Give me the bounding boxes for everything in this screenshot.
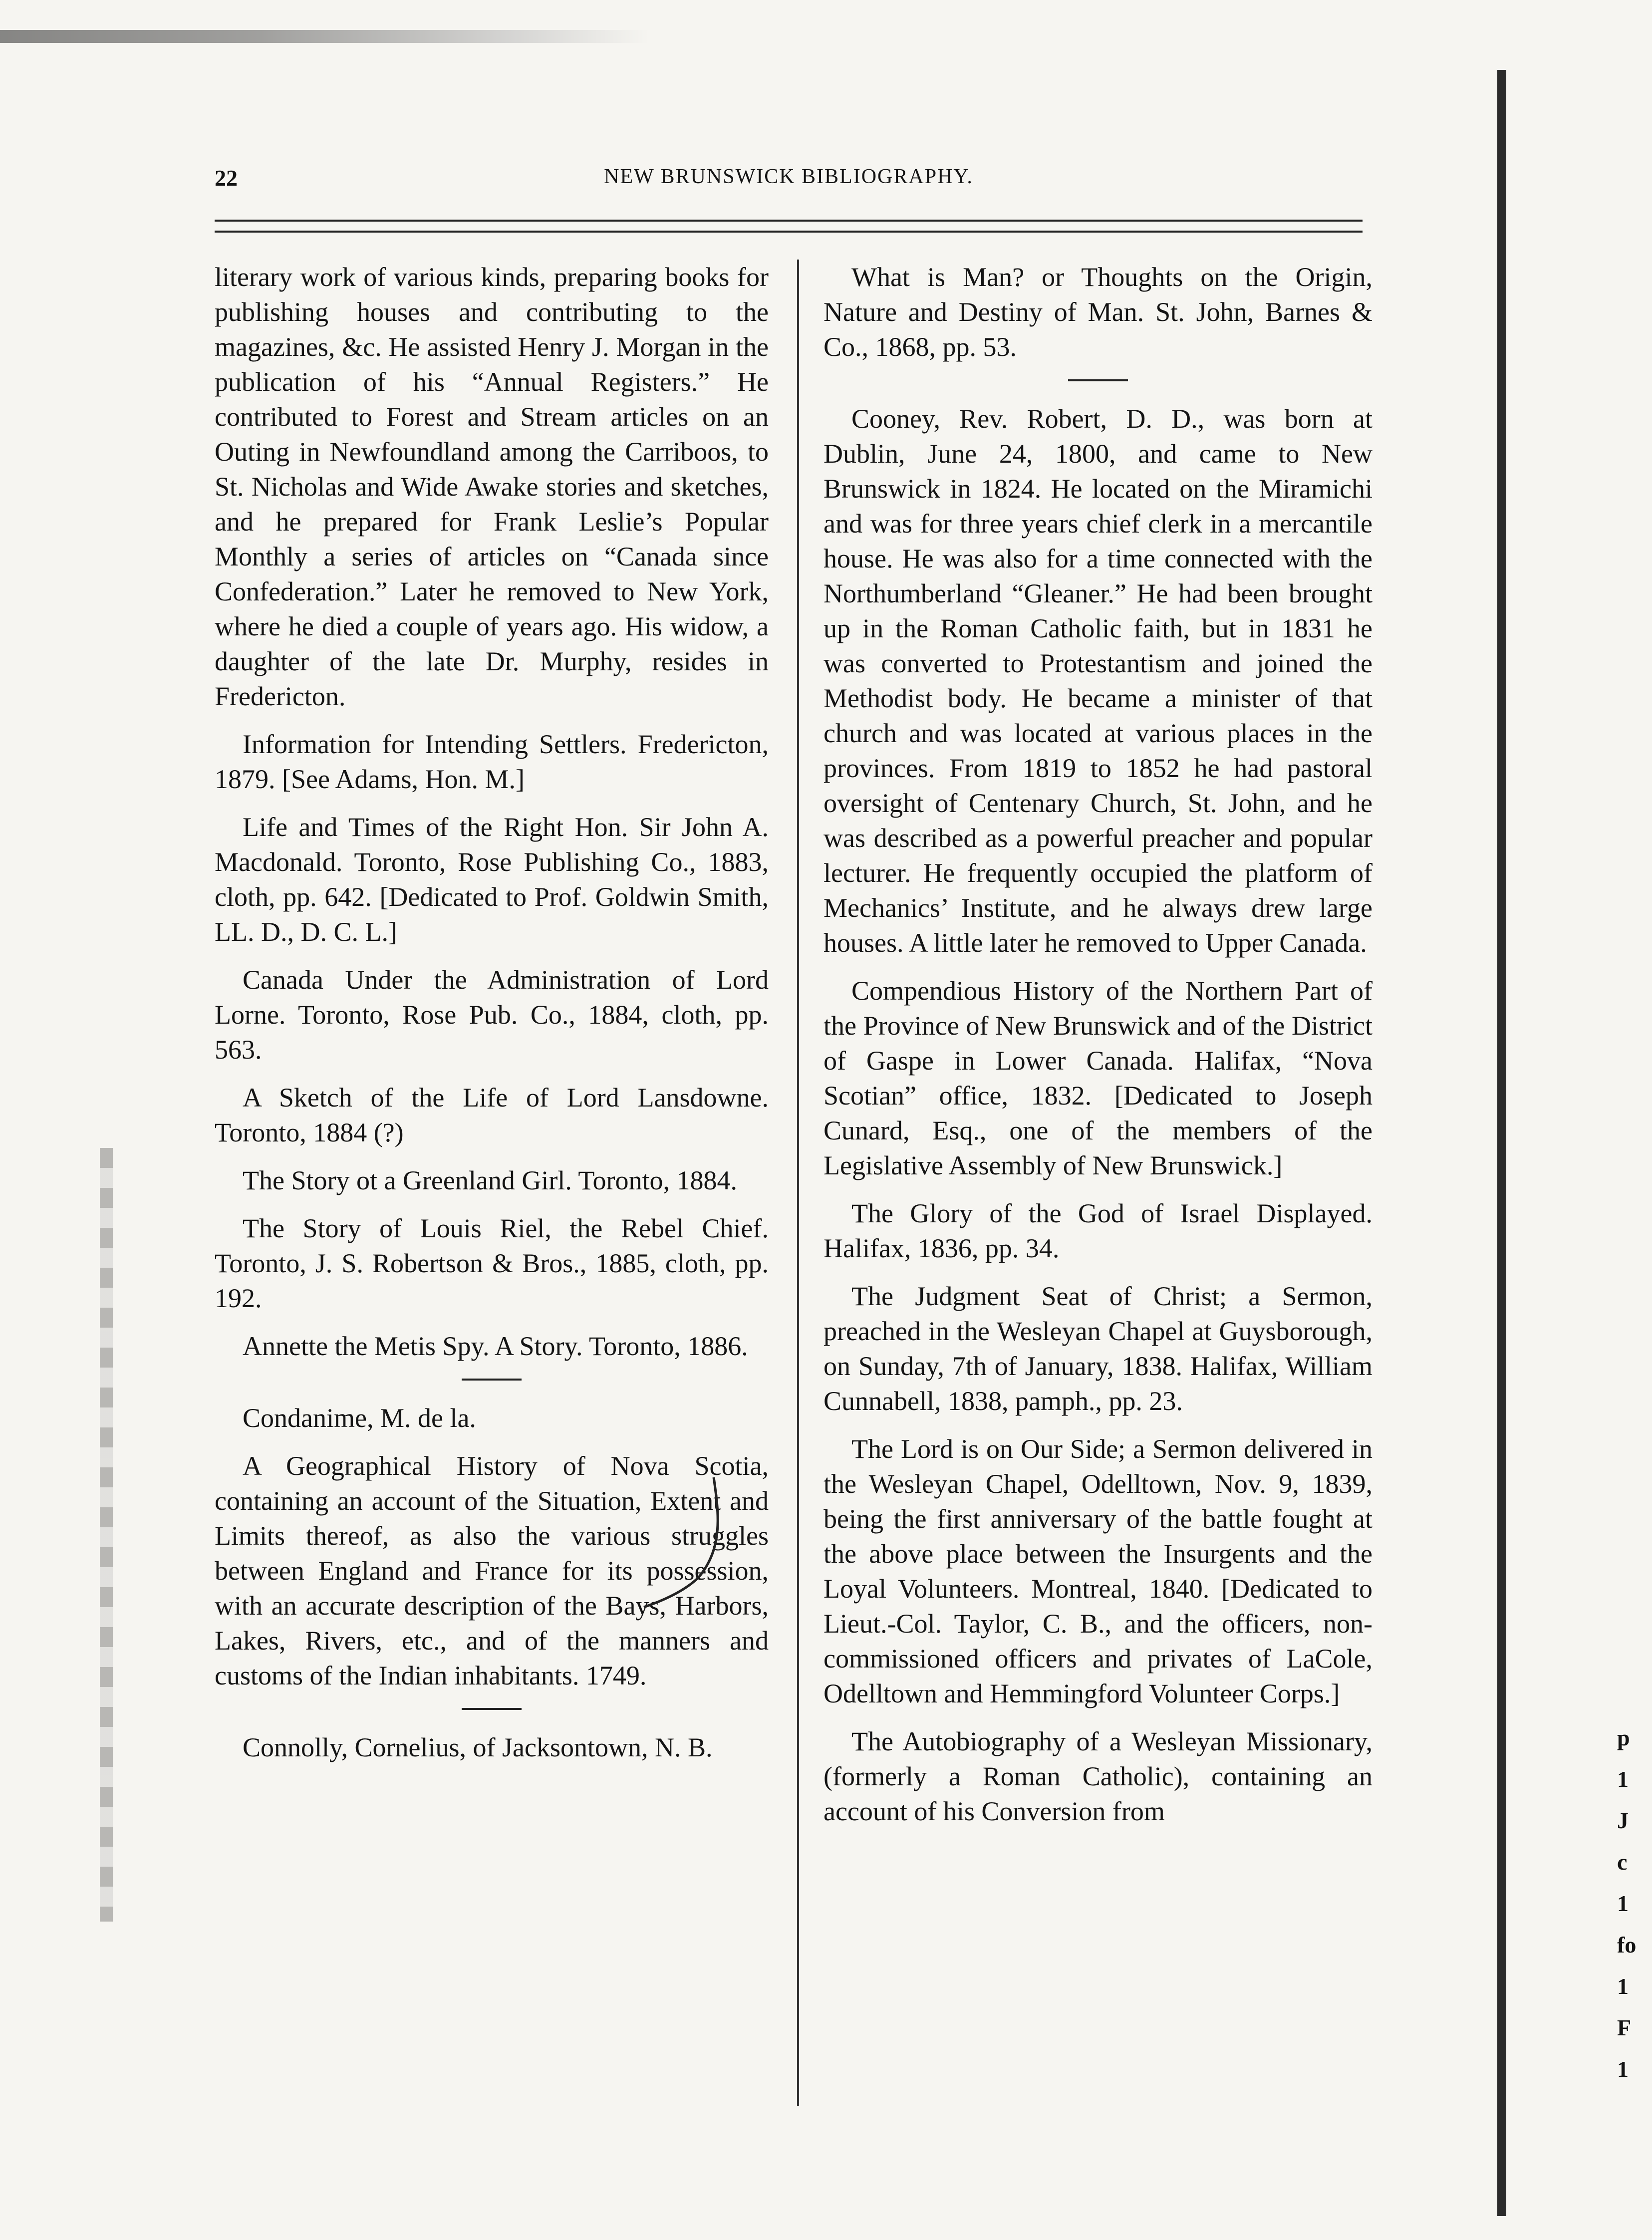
margin-letter: J <box>1617 1808 1629 1833</box>
margin-letter: 1 <box>1617 1766 1629 1792</box>
scan-edge-left <box>100 1148 113 1922</box>
margin-letter: 1 <box>1617 2056 1629 2082</box>
running-head <box>215 165 1363 205</box>
bibliography-entry: The Judgment Seat of Christ; a Sermon, preached in the Wesleyan Chapel at Guysborough, on Sunday, 7th of January, 1838. Halifax, William Cunnabell, 1838, pamph., pp. 23. <box>824 1281 1373 1416</box>
bibliography-entry: The Story of Louis Riel, the Rebel Chief. Toronto, J. S. Robertson & Bros., 1885, cloth, pp. 192. <box>215 1213 769 1313</box>
bibliography-entry: The Lord is on Our Side; a Sermon delivered in the Wesleyan Chapel, Odelltown, Nov. 9, 1839, being the first anniversary of the battle fought at the above place between the Insurgents and the Loyal Volunteers. Montreal, 1840. [Dedicated to Lieut.-Col. Taylor, C. B., and the officers, non-commissioned officers and privates of LaCole, Odelltown and Hemmingford Volunteer Corps.] <box>824 1434 1373 1708</box>
margin-letter: p <box>1617 1725 1630 1750</box>
bibliography-entry: The Story ot a Greenland Girl. Toronto, 1884. <box>243 1165 738 1195</box>
header-rule <box>215 220 1363 222</box>
section-separator <box>462 1379 522 1381</box>
column-divider <box>797 260 799 2106</box>
bibliography-entry: What is Man? or Thoughts on the Origin, Nature and Destiny of Man. St. John, Barnes & Co., 1868, pp. 53. <box>824 262 1373 362</box>
bibliography-entry: The Glory of the God of Israel Displayed. Halifax, 1836, pp. 34. <box>824 1198 1373 1263</box>
scan-edge-top <box>0 30 649 43</box>
margin-letter: fo <box>1617 1932 1637 1958</box>
margin-letter: 1 <box>1617 1891 1629 1916</box>
margin-letter: c <box>1617 1849 1628 1875</box>
author-heading: Condanime, M. de la. <box>243 1403 476 1433</box>
bibliography-entry: Canada Under the Administration of Lord Lorne. Toronto, Rose Pub. Co., 1884, cloth, pp. 563. <box>215 965 769 1065</box>
adjacent-page-margin <box>1617 1717 1647 2090</box>
bibliography-entry: The Autobiography of a Wesleyan Missionary, (formerly a Roman Catholic), containing an account of his Conversion from <box>824 1726 1373 1826</box>
margin-letter: F <box>1617 2015 1632 2040</box>
header-rule <box>215 231 1363 233</box>
running-title: NEW BRUNSWICK BIBLIOGRAPHY. <box>604 165 973 188</box>
scan-edge-right <box>1497 70 1506 2216</box>
section-separator <box>462 1708 522 1710</box>
bibliography-entry: Life and Times of the Right Hon. Sir John A. Macdonald. Toronto, Rose Publishing Co., 1883, cloth, pp. 642. [Dedicated to Prof. Goldwin Smith, LL. D., D. C. L.] <box>215 812 769 947</box>
right-column <box>824 260 1373 1842</box>
bibliography-entry: A Geographical History of Nova Scotia, containing an account of the Situation, Extent and Limits thereof, as also the various struggles between England and France for its possession, with an accurate description of the Bays, Harbors, Lakes, Rivers, etc., and of the manners and customs of the Indian inhabitants. 1749. <box>215 1451 769 1690</box>
margin-letter: 1 <box>1617 1973 1629 1999</box>
bibliography-entry: Compendious History of the Northern Part of the Province of New Brunswick and of the District of Gaspe in Lower Canada. Halifax, “Nova Scotian” office, 1832. [Dedicated to Joseph Cunard, Esq., one of the members of the Legislative Assembly of New Brunswick.] <box>824 976 1373 1180</box>
page-number: 22 <box>215 165 238 191</box>
bio-continuation: literary work of various kinds, preparing books for publishing houses and contributing to the magazines, &c. He assisted Henry J. Morgan in the publication of his “Annual Registers.” He contributed to Forest and Stream articles on an Outing in Newfoundland among the Carriboos, to St. Nicholas and Wide Awake stories and sketches, and he prepared for Frank Leslie’s Popular Monthly a series of articles on “Canada since Confederation.” Later he removed to New York, where he died a couple of years ago. His widow, a daughter of the late Dr. Murphy, resides in Fredericton. <box>215 262 769 711</box>
author-heading: Connolly, Cornelius, of Jacksontown, N. B. <box>243 1732 713 1762</box>
author-biography: Cooney, Rev. Robert, D. D., was born at Dublin, June 24, 1800, and came to New Brunswick in 1824. He located on the Miramichi and was for three years chief clerk in a mercantile house. He was also for a time connected with the Northumberland “Gleaner.” He had been brought up in the Roman Catholic faith, but in 1831 he was converted to Protestantism and joined the Methodist body. He became a minister of that church and was located at various places in the provinces. From 1819 to 1852 he had pastoral oversight of Centenary Church, St. John, and he was described as a powerful preacher and popular lecturer. He frequently occupied the platform of Mechanics’ Institute, and he always drew large houses. A little later he removed to Upper Canada. <box>824 404 1373 958</box>
handwritten-bracket-mark <box>639 1472 729 1612</box>
section-separator <box>1068 379 1128 381</box>
bibliography-entry: A Sketch of the Life of Lord Lansdowne. Toronto, 1884 (?) <box>215 1083 769 1147</box>
bibliography-entry: Annette the Metis Spy. A Story. Toronto, 1886. <box>243 1331 748 1361</box>
bibliography-entry: Information for Intending Settlers. Fredericton, 1879. [See Adams, Hon. M.] <box>215 729 769 794</box>
